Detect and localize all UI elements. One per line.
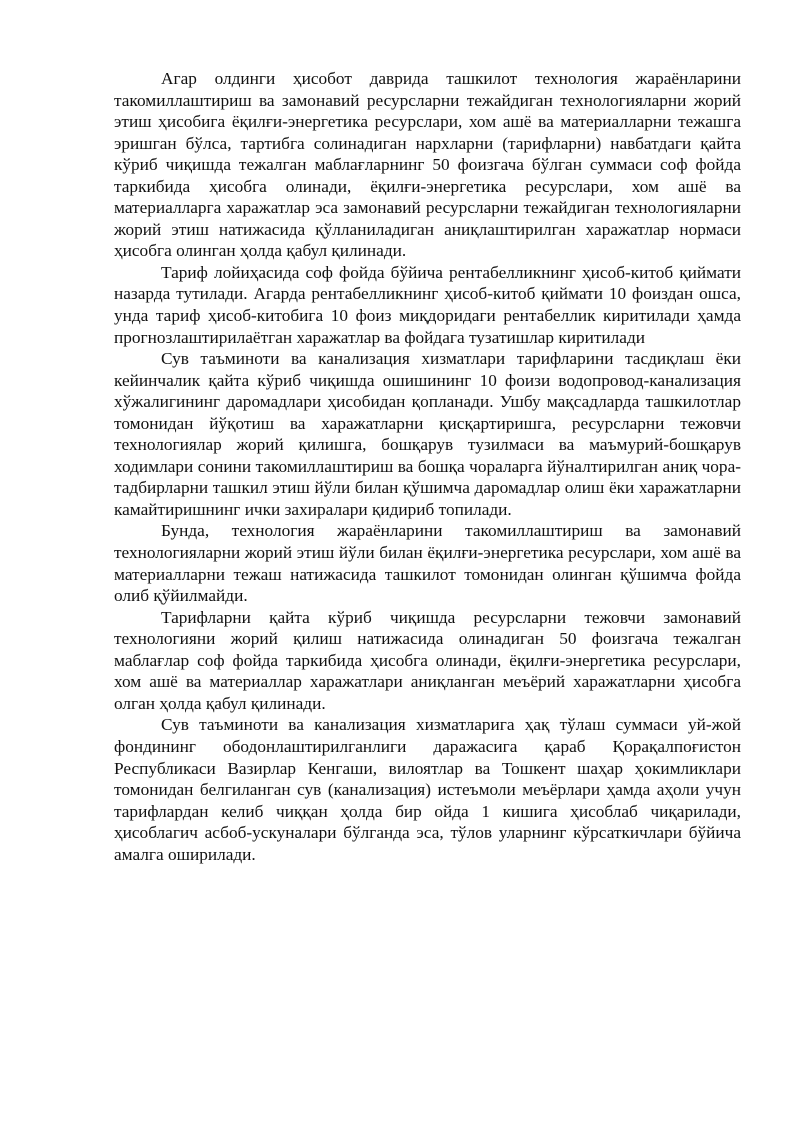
paragraph-1: Агар олдинги ҳисобот даврида ташкилот технология жараёнларини такомиллаштириш ва замонавий ресурсларни тежайдиган технологияларни жорий этиш ҳисобига ёқилғи-энергетика ресурслари, хом ашё ва материалларни тежашга эришган бўлса, тартибга солинадиган нархларни (тарифларни) навбатдаги қайта кўриб чиқишда тежалган маблағларнинг 50 фоизгача бўлган суммаси соф фойда таркибида ҳисобга олинади, ёқилғи-энергетика ресурслари, хом ашё ва материалларга харажатлар эса замонавий ресурсларни тежайдиган технологияларни жорий этиш натижасида қўлланиладиган аниқлаштирилган харажатлар нормаси ҳисобга олинган ҳолда қабул қилинади. (114, 69, 741, 261)
paragraph-3: Сув таъминоти ва канализация хизматлари тарифларини тасдиқлаш ёки кейинчалик қайта кўриб чиқишда ошишининг 10 фоизи водопровод-канализация хўжалигининг даромадлари ҳисобидан қопланади. Ушбу мақсадларда ташкилотлар томонидан йўқотиш ва харажатларни қисқартиришга, ресурсларни тежовчи технологиялар жорий қилишга, бошқарув тузилмаси ва маъмурий-бошқарув ходимлари сонини такомиллаштириш ва бошқа чораларга йўналтирилган аниқ чора-тадбирларни ташкил этиш йўли билан қўшимча даромадлар олиш ёки харажатларни камайтиришнинг ички захиралари қидириб топилади. (114, 349, 741, 519)
paragraph-5: Тарифларни қайта кўриб чиқишда ресурсларни тежовчи замонавий технологияни жорий қилиш натижасида олинадиган 50 фоизгача тежалган маблағлар соф фойда таркибида ҳисобга олинади, ёқилғи-энергетика ресурслари, хом ашё ва материаллар харажатлари аниқланган меъёрий харажатларни ҳисобга олган ҳолда қабул қилинади. (114, 607, 741, 713)
paragraph-4: Бунда, технология жараёнларини такомиллаштириш ва замонавий технологияларни жорий этиш йўли билан ёқилғи-энергетика ресурслари, хом ашё ва материалларни тежаш натижасида ташкилот томонидан олинган қўшимча фойда олиб қўйилмайди. (114, 521, 741, 606)
document-page (114, 68, 741, 865)
paragraph-6: Сув таъминоти ва канализация хизматларига ҳақ тўлаш суммаси уй-жой фондининг ободонлаштирилганлиги даражасига қараб Қорақалпоғистон Республикаси Вазирлар Кенгаши, вилоятлар ва Тошкент шаҳар ҳокимликлари томонидан белгиланган сув (канализация) истеъмоли меъёрлари ҳамда аҳоли учун тарифлардан келиб чиққан ҳолда бир ойда 1 кишига ҳисоблаб чиқарилади, ҳисоблагич асбоб-ускуналари бўлганда эса, тўлов уларнинг кўрсаткичлари бўйича амалга оширилади. (114, 715, 741, 864)
paragraph-2: Тариф лойиҳасида соф фойда бўйича рентабелликнинг ҳисоб-китоб қиймати назарда тутилади. Агарда рентабелликнинг ҳисоб-китоб қиймати 10 фоиздан ошса, унда тариф ҳисоб-китобига 10 фоиз миқдоридаги рентабеллик киритилади ҳамда прогнозлаштирилаётган харажатлар ва фойдага тузатишлар киритилади (114, 262, 741, 347)
